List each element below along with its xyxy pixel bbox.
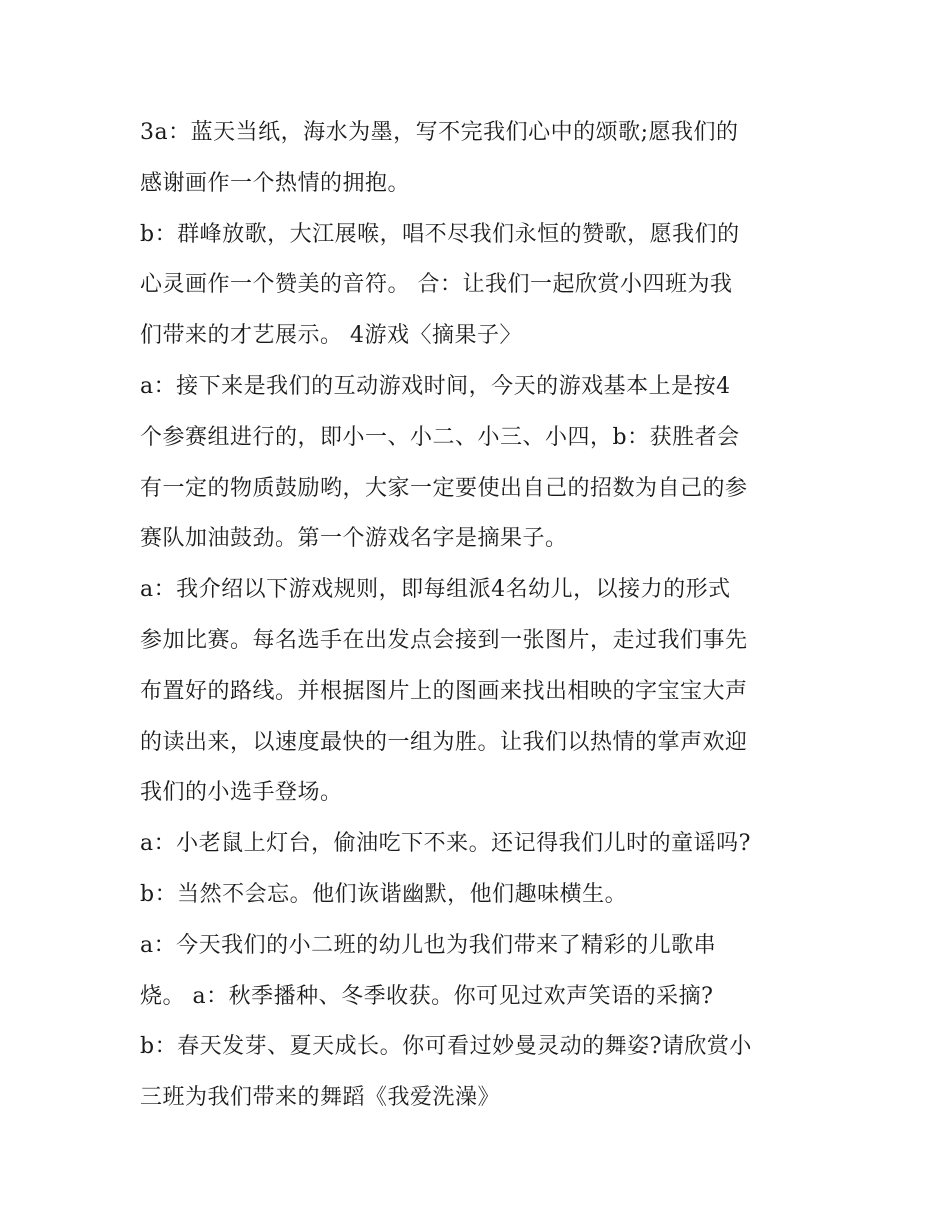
text-line: b：当然不会忘。他们诙谐幽默，他们趣味横生。 [140, 881, 628, 907]
text-line: 的读出来，以速度最快的一组为胜。让我们以热情的掌声欢迎 [140, 729, 748, 755]
text-line: b：群峰放歌，大江展喉，唱不尽我们永恒的赞歌，愿我们的 [140, 221, 740, 247]
text-line: a：今天我们的小二班的幼儿也为我们带来了精彩的儿歌串 [140, 932, 717, 958]
text-line: 们带来的才艺展示。 4游戏〈摘果子〉 [140, 323, 522, 349]
text-line: 感谢画作一个热情的拥抱。 [140, 170, 411, 196]
document-body [140, 108, 820, 1124]
text-line: 烧。 a：秋季播种、冬季收获。你可见过欢声笑语的采摘? [140, 983, 714, 1009]
text-line: 有一定的物质鼓励哟，大家一定要使出自己的招数为自己的参 [140, 475, 748, 501]
text-line: 参加比赛。每名选手在出发点会接到一张图片，走过我们事先 [140, 627, 748, 653]
text-line: 三班为我们带来的舞蹈《我爱洗澡》 [140, 1085, 501, 1111]
text-line: a：小老鼠上灯台，偷油吃下不来。还记得我们儿时的童谣吗? [140, 831, 751, 857]
text-line: b：春天发芽、夏天成长。你可看过妙曼灵动的舞姿?请欣赏小 [140, 1034, 752, 1060]
text-line: 个参赛组进行的，即小一、小二、小三、小四，b：获胜者会 [140, 424, 740, 450]
text-line: 心灵画作一个赞美的音符。 合：让我们一起欣赏小四班为我 [140, 272, 733, 298]
text-line: 布置好的路线。并根据图片上的图画来找出相映的字宝宝大声 [140, 678, 748, 704]
text-line: 赛队加油鼓劲。第一个游戏名字是摘果子。 [140, 526, 568, 552]
text-line: a：接下来是我们的互动游戏时间，今天的游戏基本上是按4 [140, 373, 731, 399]
text-line: 3a：蓝天当纸，海水为墨，写不完我们心中的颂歌;愿我们的 [140, 120, 739, 145]
text-line: 我们的小选手登场。 [140, 780, 343, 806]
text-line: a：我介绍以下游戏规则，即每组派4名幼儿，以接力的形式 [140, 577, 731, 603]
